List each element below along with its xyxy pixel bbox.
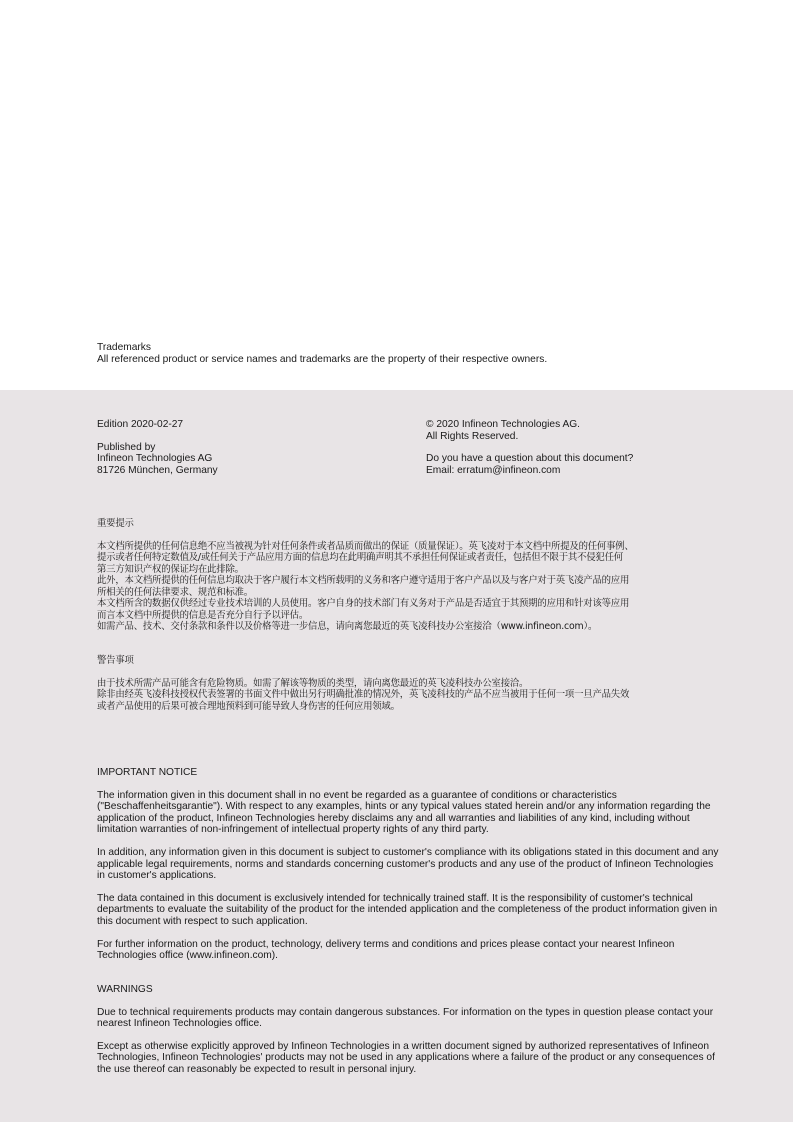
cn-notice-line: 本文档所含的数据仅供经过专业技术培训的人员使用。客户自身的技术部门有义务对于产品是否适宜于其预期的应用和针对该等应用: [97, 598, 630, 609]
warnings-title: WARNINGS: [97, 984, 153, 995]
notice-line: in customer's applications.: [97, 870, 217, 882]
cn-notice-line: 如需产品、技术、交付条款和条件以及价格等进一步信息，请向离您最近的英飞凌科技办公室接洽（www.infineon.com）。: [97, 621, 598, 632]
cn-notice-line: 本文档所提供的任何信息绝不应当被视为针对任何条件或者品质而做出的保证（质量保证）。英飞凌对于本文档中所提及的任何事例、: [97, 540, 634, 552]
cn-notice-line: 此外，本文档所提供的任何信息均取决于客户履行本文档所载明的义务和客户遵守适用于客户产品以及与客户对于英飞凌产品的应用: [97, 575, 630, 586]
important-notice-section: [97, 767, 749, 962]
notice-line: application of the product, Infineon Technologies hereby disclaims any and all warranties and liabilities of any kind, including without: [97, 812, 690, 824]
warning-line: nearest Infineon Technologies office.: [97, 1018, 263, 1030]
copyright-line: © 2020 Infineon Technologies AG.: [426, 419, 581, 430]
notice-paragraph: [97, 939, 749, 962]
cn-notice-line: 第三方知识产权的保证均在此排除。: [97, 563, 244, 575]
published-by-label: Published by: [97, 441, 156, 453]
notice-paragraph: [97, 790, 749, 836]
cn-warning-line: 除非由经英飞凌科技授权代表签署的书面文件中做出另行明确批准的情况外，英飞凌科技的产品不应当被用于任何一项一旦产品失效: [97, 689, 630, 700]
edition-column: [97, 419, 218, 476]
cn-notice-line: 提示或者任何特定数值及/或任何关于产品应用方面的信息均在此明确声明其不承担任何保证或者责任，包括但不限于其不侵犯任何: [97, 552, 623, 563]
trademarks-title: Trademarks: [97, 342, 151, 353]
notice-paragraph: [97, 847, 749, 882]
contact-email: Email: erratum@infineon.com: [426, 464, 561, 476]
notice-line: For further information on the product, technology, delivery terms and conditions and prices please contact your nearest Infineon: [97, 938, 675, 950]
cn-notice-section: [97, 518, 749, 633]
notice-line: The information given in this document shall in no event be regarded as a guarantee of conditions or characteristics: [97, 789, 617, 801]
warnings-section: [97, 984, 749, 1076]
trademarks-text: All referenced product or service names and trademarks are the property of their respective owners.: [97, 353, 548, 365]
publisher-address: 81726 München, Germany: [97, 464, 218, 476]
warning-line: the use thereof can reasonably be expected to result in personal injury.: [97, 1063, 417, 1075]
notice-line: ("Beschaffenheitsgarantie"). With respect to any examples, hints or any typical values stated herein and/or any information regarding the: [97, 801, 711, 813]
warning-paragraph: [97, 1041, 749, 1076]
notice-line: applicable legal requirements, norms and standards concerning customer's products and any use of the product of Infineon Technologies: [97, 858, 714, 870]
cn-warnings-section: [97, 655, 749, 712]
warning-line: Except as otherwise explicitly approved by Infineon Technologies in a written document signed by authorized representatives of Infineon: [97, 1040, 709, 1052]
warning-line: Technologies, Infineon Technologies' products may not be used in any applications where a failure of the product or any consequences of: [97, 1052, 715, 1064]
important-notice-title: IMPORTANT NOTICE: [97, 767, 198, 778]
notice-line: this document with respect to such application.: [97, 915, 308, 927]
notice-line: limitation warranties of non-infringement of intellectual property rights of any third party.: [97, 824, 489, 836]
warning-paragraph: [97, 1007, 749, 1030]
warning-line: Due to technical requirements products may contain dangerous substances. For information on the types in question please contact your: [97, 1006, 714, 1018]
cn-notice-title: 重要提示: [97, 518, 134, 529]
notice-line: Technologies office (www.infineon.com).: [97, 950, 279, 962]
publisher-name: Infineon Technologies AG: [97, 453, 213, 465]
cn-warning-line: 由于技术所需产品可能含有危险物质。如需了解该等物质的类型，请向离您最近的英飞凌科技办公室接洽。: [97, 677, 529, 689]
copyright-column: [426, 419, 633, 476]
contact-question: Do you have a question about this document?: [426, 453, 634, 465]
rights-reserved: All Rights Reserved.: [426, 430, 519, 442]
cn-warnings-title: 警告事项: [97, 655, 134, 666]
notice-paragraph: [97, 893, 749, 928]
edition-date: Edition 2020-02-27: [97, 419, 184, 430]
notice-line: In addition, any information given in this document is subject to customer's compliance with its obligations stated in this document and any: [97, 846, 719, 858]
cn-notice-line: 而言本文档中所提供的信息是否充分自行予以评估。: [97, 609, 309, 621]
cn-notice-line: 所相关的任何法律要求、规范和标准。: [97, 586, 253, 598]
notice-line: departments to evaluate the suitability of the product for the intended application and the completeness of the product information given in: [97, 904, 718, 916]
notice-line: The data contained in this document is exclusively intended for technically trained staff. It is the responsibility of customer's technical: [97, 892, 693, 904]
trademarks-section: [97, 342, 757, 365]
cn-warning-line: 或者产品使用的后果可被合理地预料到可能导致人身伤害的任何应用领域。: [97, 700, 400, 712]
